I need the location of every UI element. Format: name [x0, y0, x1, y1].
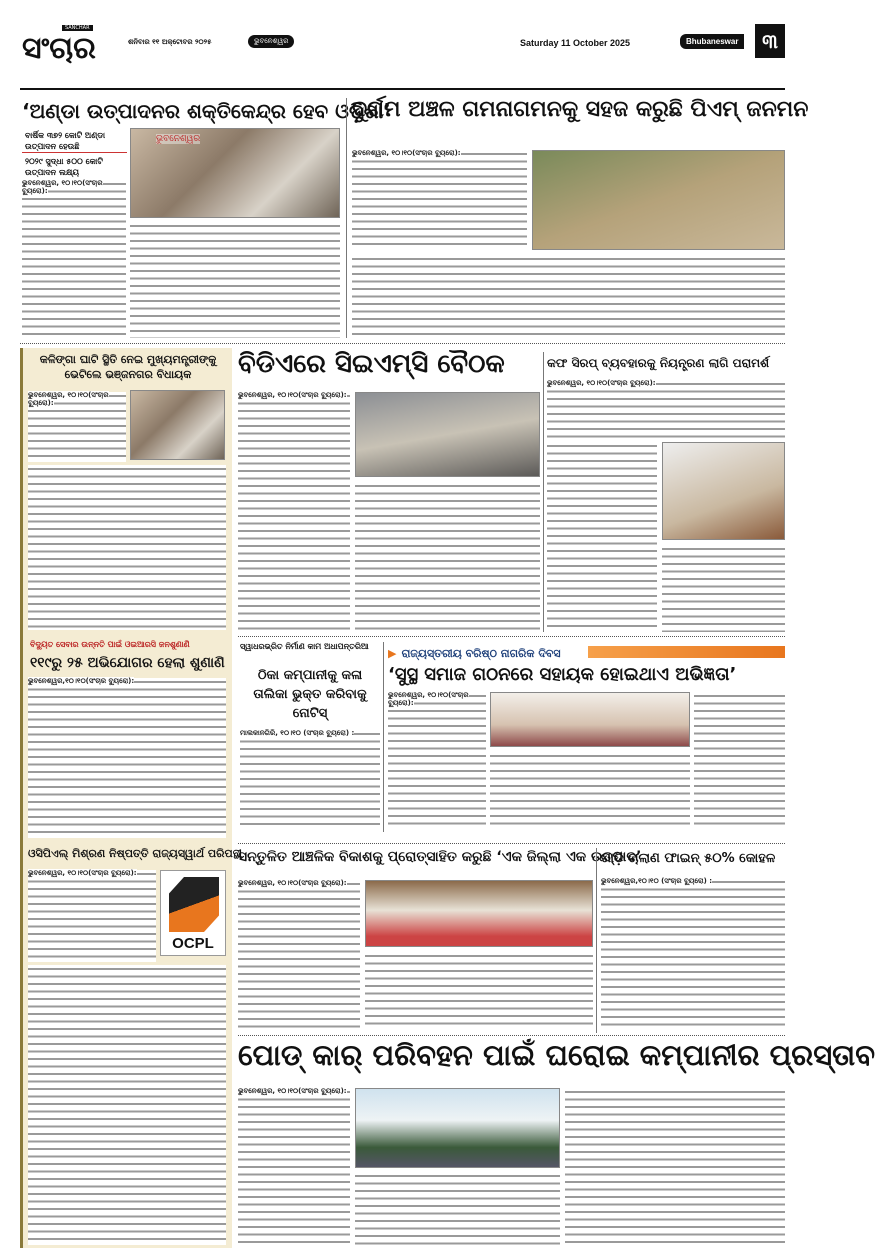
odop-body — [238, 880, 360, 1030]
eggs-photo — [130, 128, 340, 218]
dateline: ଭୁବନେଶ୍ୱର, ୧୦।୧୦(ସଂଚାର ବ୍ୟୁରୋ): — [28, 391, 109, 407]
senior-banner — [388, 642, 785, 660]
pmjanman-photo — [532, 150, 785, 250]
dateline: ଭୁବନେଶ୍ୱର, ୧୦।୧୦(ସଂଚାର ବ୍ୟୁରୋ): — [22, 179, 103, 195]
headline-ocpl: ଓସିପିଏଲ୍ ମିଶ୍ରଣ ନିଷ୍ପତ୍ତି ରାଜ୍ୟସ୍ୱାର୍ଥ ପରିପନ୍ଥୀ — [28, 847, 242, 860]
podcar-body-3 — [565, 1088, 785, 1246]
divider — [238, 1035, 785, 1036]
city-badge: ଭୁବନେଶ୍ୱର — [248, 35, 294, 48]
syrup-photo — [662, 442, 785, 540]
dateline: ଭୁବନେଶ୍ୱର, ୧୦।୧୦(ସଂଚାର ବ୍ୟୁରୋ): — [352, 149, 461, 157]
headline-odop: ସନ୍ତୁଳିତ ଆଞ୍ଚଳିକ ବିକାଶକୁ ପ୍ରୋତ୍ସାହିତ କରୁଛି ‘ଏକ ଜିଲ୍ଲା ଏକ ଉତ୍ପାଦ’ — [238, 849, 642, 865]
senior-body-2 — [490, 752, 690, 830]
senior-body-3 — [694, 692, 785, 830]
bullet-2: ୨୦୨୯ ସୁଦ୍ଧା ୫୦୦ କୋଟି ଉତ୍ପାଦନ ଲକ୍ଷ୍ୟ — [25, 157, 103, 177]
bullet-1: ବାର୍ଷିକ ୩୭୨ କୋଟି ଅଣ୍ଡା ଉତ୍ପାଦନ ହେଉଛି — [25, 131, 106, 151]
senior-body — [388, 692, 486, 830]
pmjanman-body-2 — [352, 255, 785, 340]
banner-text: ରାଜ୍ୟସ୍ତରୀୟ ବରିଷ୍ଠ ନାଗରିକ ଦିବସ — [401, 647, 561, 660]
divider — [20, 343, 785, 344]
blacklist-kicker: ସ୍ୱାଧରଭ୍ରିତ ନିର୍ମାଣ କାମ ଅଧାପନ୍ତରିଆ — [240, 642, 369, 651]
odop-photo — [365, 880, 593, 947]
grievance-body — [28, 678, 226, 838]
page-number: ୩ — [755, 24, 785, 58]
syrup-body-3 — [662, 545, 785, 632]
logo-small: SANCHAR — [62, 25, 93, 31]
headline-senior: ‘ସୁସ୍ଥ ସମାଜ ଗଠନରେ ସହାୟକ ହୋଇଥାଏ ଅଭିଜ୍ଞତା’ — [388, 664, 737, 685]
syrup-body — [547, 380, 785, 440]
newspaper-logo: ସଂଚାର — [22, 31, 96, 66]
dateline: ଭୁବନେଶ୍ୱର, ୧୦।୧୦(ସଂଚାର ବ୍ୟୁରୋ): — [238, 879, 347, 887]
banner-bar — [588, 646, 785, 658]
ocpl-logo-mark — [169, 877, 219, 932]
masthead — [20, 24, 785, 90]
photo-banner-text: ଭୁବନେଶ୍ୱର — [156, 134, 201, 144]
bda-photo — [355, 392, 540, 477]
blacklist-body — [240, 730, 380, 830]
column-divider — [596, 848, 597, 1033]
kalinga-body — [28, 392, 126, 462]
eggs-body-2 — [130, 222, 340, 338]
headline-eggs: ‘ଅଣ୍ଡା ଉତ୍ପାଦନର ଶକ୍ତିକେନ୍ଦ୍ର ହେବ ଓଡ଼ିଶା’ — [22, 99, 391, 123]
column-divider — [346, 98, 347, 338]
podcar-photo — [355, 1088, 560, 1168]
headline-pod-car: ପୋଡ୍ କାର୍ ପରିବହନ ପାଇଁ ଘରୋଇ କମ୍ପାନୀର ପ୍ରସ୍ତାବ — [238, 1038, 875, 1072]
kalinga-body-2 — [28, 465, 226, 630]
headline-blacklist: ଠିକା କମ୍ପାନୀକୁ କଳା ତାଲିକା ଭୁକ୍ତ କରିବାକୁ ନୋଟିସ୍ — [253, 668, 367, 721]
ocpl-body — [28, 870, 156, 962]
grievance-kicker: ବିଦ୍ୟୁତ ସେବାର ଉନ୍ନତି ପାଇଁ ଓଇଆରସି ଜନଶୁଣାଣି — [30, 640, 190, 649]
divider — [238, 636, 785, 637]
banner-arrow-icon: ▶ — [388, 647, 397, 660]
divider — [238, 843, 785, 844]
dateline: ଭୁବନେଶ୍ୱର, ୧୦।୧୦(ସଂଚାର ବ୍ୟୁରୋ): — [388, 691, 469, 707]
dateline: ଭୁବନେଶ୍ୱର, ୧୦।୧୦(ସଂଚାର ବ୍ୟୁରୋ): — [238, 1087, 347, 1095]
date-odia: ଶନିବାର ୧୧ ଅକ୍ଟୋବର ୨୦୨୫ — [128, 38, 212, 46]
podcar-body-2 — [355, 1172, 560, 1246]
headline-kalinga: କଳିଙ୍ଗା ଘାଟି ସ୍ଥିତି ନେଇ ମୁଖ୍ୟମନ୍ତ୍ରୀଙ୍କୁ ଭେଟିଲେ ଭଞ୍ଜନଗର ବିଧାୟକ — [39, 353, 217, 381]
bda-body — [238, 392, 350, 632]
challan-body — [601, 878, 785, 1030]
headline-bda: ବିଡିଏରେ ସିଇଏମ୍ସି ବୈଠକ — [238, 349, 505, 379]
ocpl-logo-text: OCPL — [172, 935, 214, 952]
city-label: Bhubaneswar — [680, 34, 744, 49]
dateline: ଭୁବନେଶ୍ୱର, ୧୦।୧୦(ସଂଚାର ବ୍ୟୁରୋ): — [238, 391, 347, 399]
dateline: ମାଲକାନଗିରି, ୧୦।୧୦ (ସଂଚାର ବ୍ୟୁରୋ) : — [240, 729, 355, 737]
ocpl-logo — [160, 870, 226, 956]
column-divider — [543, 352, 544, 632]
headline-cough-syrup: କଫ ସିରପ୍ ବ୍ୟବହାରକୁ ନିୟନ୍ତ୍ରଣ ଲାଗି ପରାମର୍ଶ — [547, 356, 770, 370]
senior-photo — [490, 692, 690, 747]
dateline: ଭୁବନେଶ୍ୱର, ୧୦।୧୦(ସଂଚାର ବ୍ୟୁରୋ): — [28, 869, 137, 877]
syrup-body-2 — [547, 442, 657, 632]
divider — [22, 152, 127, 153]
odop-body-2 — [365, 952, 593, 1030]
ocpl-body-2 — [28, 965, 226, 1245]
column-divider — [383, 642, 384, 832]
dateline: ଭୁବନେଶ୍ୱର,୧୦।୧୦(ସଂଚାର ବ୍ୟୁରୋ): — [28, 677, 135, 685]
pmjanman-body — [352, 150, 527, 250]
dateline: ଭୁବନେଶ୍ୱର, ୧୦।୧୦(ସଂଚାର ବ୍ୟୁରୋ): — [547, 379, 656, 387]
headline-challan: ଗାଡ଼ି ଚାଲାଣ ଫାଇନ୍ ୫୦% କୋହଳ — [601, 851, 776, 866]
kalinga-photo — [130, 390, 225, 460]
podcar-body — [238, 1088, 350, 1246]
dateline: ଭୁବନେଶ୍ୱର,୧୦।୧୦ (ସଂଚାର ବ୍ୟୁରୋ) : — [601, 877, 713, 885]
headline-grievance: ୧୧୯ରୁ ୨୫ ଅଭିଯୋଗର ହେଲା ଶୁଣାଣି — [30, 655, 225, 671]
bda-body-2 — [355, 482, 540, 632]
eggs-body — [22, 180, 126, 338]
headline-pm-janman: ଦୁର୍ଗମ ଅଞ୍ଚଳ ଗମନାଗମନକୁ ସହଜ କରୁଛି ପିଏମ୍ ଜନମନ — [352, 97, 809, 122]
date-english: Saturday 11 October 2025 — [520, 38, 631, 48]
